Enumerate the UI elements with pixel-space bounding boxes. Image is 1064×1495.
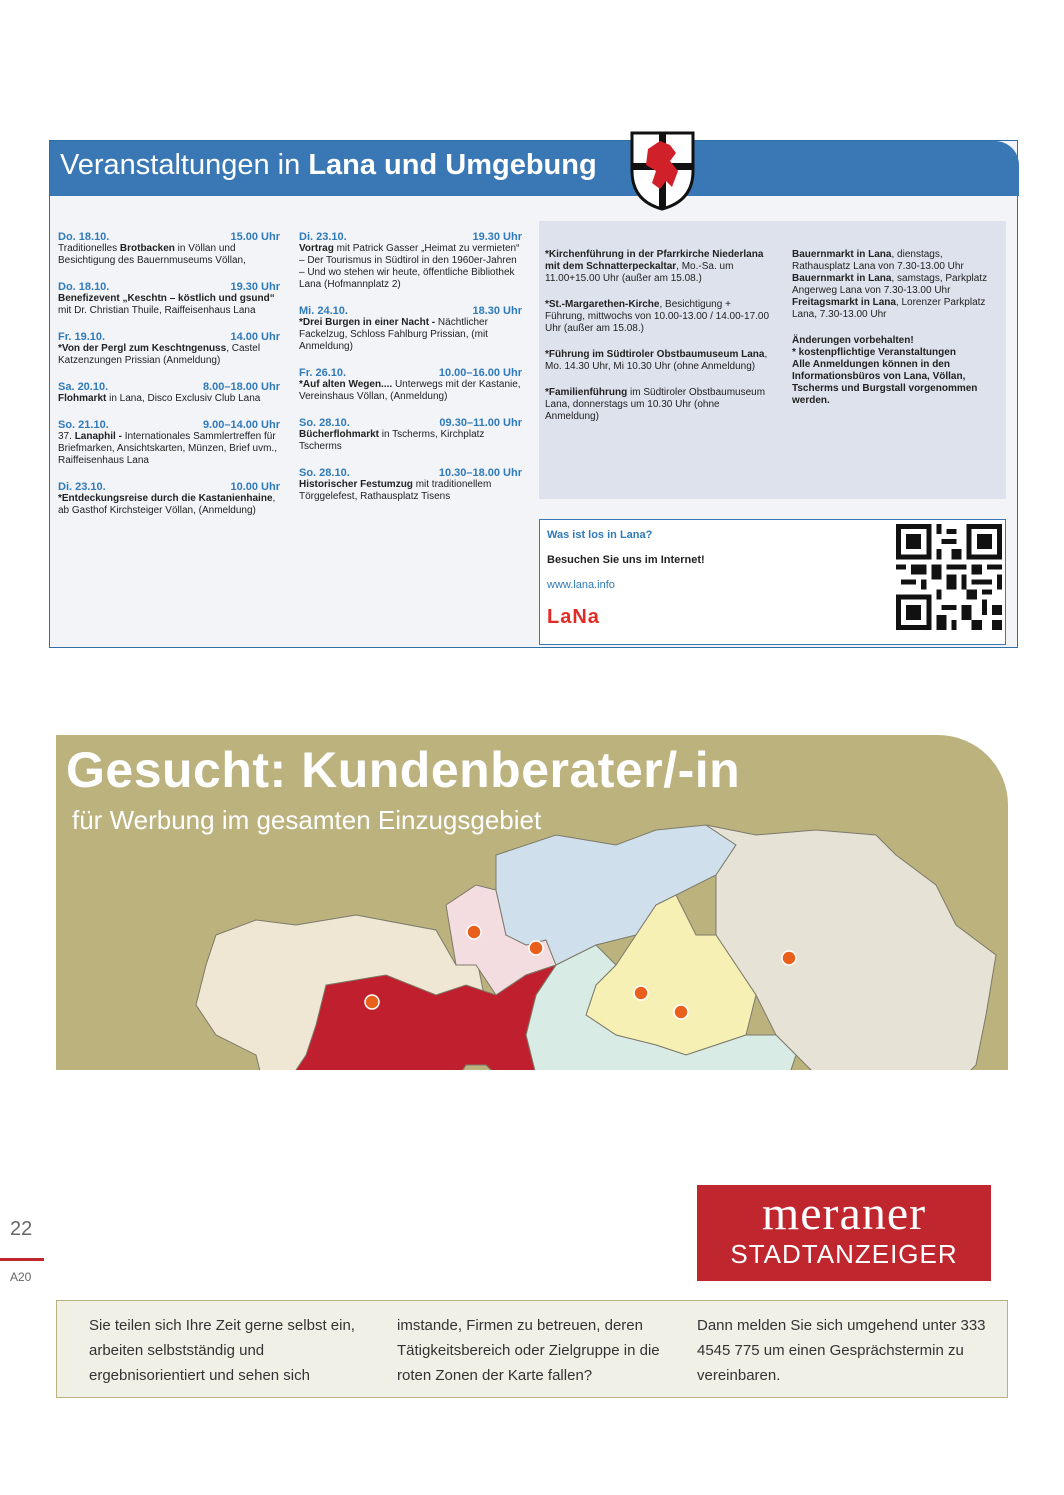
event-item: Fr. 26.10. 10.00–16.00 Uhr *Auf alten Wegen.... Unterwegs mit der Kastanie, Vereinshaus Völlan, (Anmeldung) xyxy=(299,367,522,402)
event-item: Mi. 24.10. 18.30 Uhr *Drei Burgen in einer Nacht - Nächtlicher Fackelzug, Schloss Fahlburg Prissian, (mit Anmeldung) xyxy=(299,305,522,352)
page-divider xyxy=(0,1258,44,1261)
events-box xyxy=(49,140,1018,648)
event-item: Do. 18.10. 19.30 Uhr Benefizevent „Keschtn – köstlich und gsund“ mit Dr. Christian Thuile, Raiffeisenhaus Lana xyxy=(58,281,280,316)
events-column-2 xyxy=(299,231,522,517)
meraner-stadtanzeiger-logo xyxy=(697,1185,991,1281)
event-item: Fr. 19.10. 14.00 Uhr *Von der Pergl zum Keschtngenuss, Castel Katzenzungen Prissian (Anmeldung) xyxy=(58,331,280,366)
tour-item: *St.-Margarethen-Kirche, Besichtigung + Führung, mittwochs von 10.00-13.00 / 14.00-17.00 Uhr (außer am 15.08.) xyxy=(545,299,770,334)
event-item: So. 21.10. 9.00–14.00 Uhr 37. Lanaphil - Internationales Sammlertreffen für Briefmarken, Ansichtskarten, Münzen, Brief uvm., Raiffeisenhaus Lana xyxy=(58,419,280,466)
ad-text-2: imstande, Firmen zu betreuen, deren Tätigkeitsbereich oder Zielgruppe in die roten Zonen der Karte fallen? xyxy=(397,1317,660,1384)
events-title: Veranstaltungen in Lana und Umgebung xyxy=(60,149,597,181)
lana-logo: LaNa xyxy=(547,606,600,628)
job-ad xyxy=(56,735,1008,1070)
ad-text-3: Dann melden Sie sich umgehend unter 333 4545 775 um einen Gesprächstermin zu vereinbaren. xyxy=(697,1317,986,1384)
qr-code-icon[interactable] xyxy=(896,524,1002,630)
event-item: Di. 23.10. 19.30 Uhr Vortrag mit Patrick Gasser „Heimat zu vermieten“ – Der Tourismus in Südtirol in den 1960er-Jahren – Und wo stehen wir heute, öffentliche Bibliothek Lana (Hofmannplatz 2) xyxy=(299,231,522,290)
event-item: So. 28.10. 10.30–18.00 Uhr Historischer Festumzug mit traditionellem Törggelefest, Rathausplatz Tisens xyxy=(299,467,522,502)
map-pin-icon xyxy=(365,995,379,1009)
website-cta: Besuchen Sie uns im Internet! xyxy=(547,554,705,566)
lana-crest-icon xyxy=(630,131,695,211)
guided-tours-box xyxy=(539,221,1006,499)
map-pin-icon xyxy=(529,941,543,955)
website-question: Was ist los in Lana? xyxy=(547,529,653,541)
markets-column xyxy=(792,249,998,407)
ad-text-box xyxy=(56,1300,1008,1398)
event-item: Do. 18.10. 15.00 Uhr Traditionelles Brotbacken in Völlan und Besichtigung des Bauernmuseums Völlan, xyxy=(58,231,280,266)
map-pin-icon xyxy=(467,925,481,939)
event-item: Di. 23.10. 10.00 Uhr *Entdeckungsreise durch die Kastanienhaine, ab Gasthof Kirchsteiger Völlan, (Anmeldung) xyxy=(58,481,280,516)
map-pin-icon xyxy=(634,986,648,1000)
tour-item: *Kirchenführung in der Pfarrkirche Niederlana mit dem Schnatterpeckaltar, Mo.-Sa. um 11.00+15.00 Uhr (außer am 15.08.) xyxy=(545,249,764,284)
map-zone-east xyxy=(706,825,996,1070)
ad-title: Gesucht: Kundenberater/-in xyxy=(66,742,741,798)
events-header xyxy=(50,141,1019,196)
page-number: 22 xyxy=(10,1218,33,1240)
tour-item: *Führung im Südtiroler Obstbaumuseum Lana, Mo. 14.30 Uhr, Mi 10.30 Uhr (ohne Anmeldung) xyxy=(545,349,768,372)
ad-subtitle: für Werbung im gesamten Einzugsgebiet xyxy=(72,805,542,835)
tour-item: *Familienführung im Südtiroler Obstbaumuseum Lana, donnerstags um 10.30 Uhr (ohne Anmeldung) xyxy=(545,387,766,422)
market-item: Bauernmarkt in Lana, samstags, Parkplatz Angerweg Lana von 7.30-13.00 Uhr xyxy=(792,273,988,296)
event-item: So. 28.10. 09.30–11.00 Uhr Bücherflohmarkt in Tscherms, Kirchplatz Tscherms xyxy=(299,417,522,452)
note: * kostenpflichtige Veranstaltungen xyxy=(792,347,956,358)
events-column-1 xyxy=(58,231,280,531)
tours-column xyxy=(545,249,773,437)
ad-text-1: Sie teilen sich Ihre Zeit gerne selbst ein, arbeiten selbstständig und ergebnisorientiert und sehen sich xyxy=(89,1317,355,1384)
website-link[interactable]: www.lana.info xyxy=(547,579,615,591)
event-item: Sa. 20.10. 8.00–18.00 Uhr Flohmarkt in Lana, Disco Exclusiv Club Lana xyxy=(58,381,280,404)
note: Änderungen vorbehalten! xyxy=(792,335,914,346)
note: Alle Anmeldungen können in den Informationsbüros von Lana, Völlan, Tscherms und Burgstall vorgenommen werden. xyxy=(792,359,978,406)
map-pin-icon xyxy=(782,951,796,965)
brand-subname: STADTANZEIGER xyxy=(730,1239,958,1269)
website-box xyxy=(539,519,1006,645)
market-item: Freitagsmarkt in Lana, Lorenzer Parkplatz Lana, 7.30-13.00 Uhr xyxy=(792,297,986,320)
brand-name: meraner xyxy=(761,1187,927,1240)
map-pin-icon xyxy=(674,1005,688,1019)
market-item: Bauernmarkt in Lana, dienstags, Rathausplatz Lana von 7.30-13.00 Uhr xyxy=(792,249,964,272)
page-code: A20 xyxy=(10,1270,32,1284)
